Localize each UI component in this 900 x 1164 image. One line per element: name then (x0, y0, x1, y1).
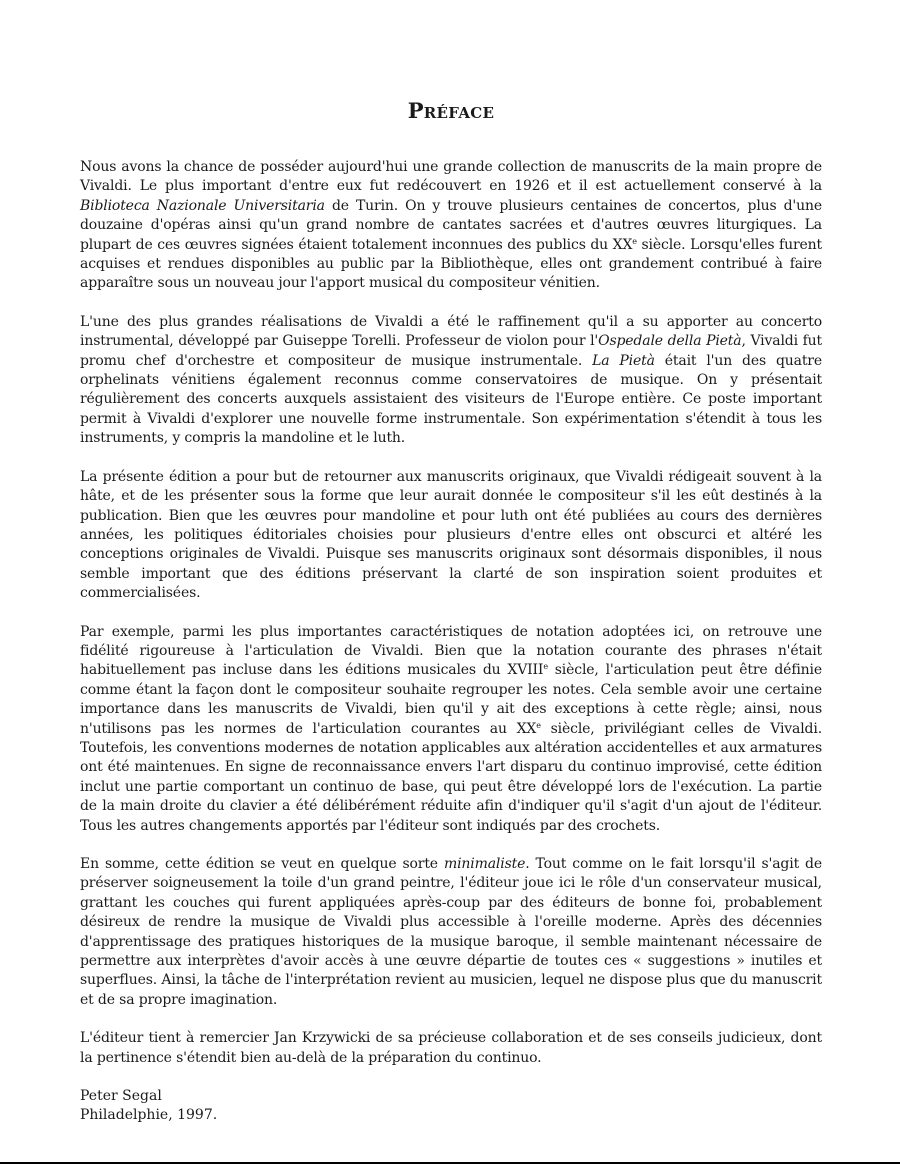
signature-block (80, 1087, 822, 1126)
signature-name: Peter Segal (80, 1088, 162, 1105)
paragraph-minimalist (80, 855, 822, 1010)
text-segment: . Tout comme on le fait lorsqu'il s'agit de préserver soigneusement la toile d'un grand peintre, l'éditeur joue ici le rôle d'un conservateur musical, grattant les couches qui furent appliquées après-coup par des éditeurs de bonne foi, probablement désireux de rendre la musique de Vivaldi plus accessible à l'oreille moderne. Après des décennies d'apprentissage des pratiques historiques de la musique baroque, il semble maintenant nécessaire de permettre aux interprètes d'avoir accès à une œuvre départie de toutes ces « suggestions » inutiles et superflues. Ainsi, la tâche de l'interprétation revient au musicien, lequel ne dispose plus que du manuscrit et de sa propre imagination. (80, 856, 822, 1008)
text-segment: Nous avons la chance de posséder aujourd'hui une grande collection de manuscrits de la main propre de Vivaldi. Le plus important d'entre eux fut redécouvert en 1926 et il est actuellement conservé à la (80, 159, 822, 195)
text-segment: Par exemple, parmi les plus importantes caractéristiques de notation adoptées ici, on retrouve une fidélité rigoureuse à l'articulation de Vivaldi. Bien que la notation courante des phrases n'était habituellement pas incluse dans les éditions musicales du XVIII (80, 623, 822, 679)
italic-title-pieta: La Pietà (592, 352, 655, 369)
text-segment: était l'un des quatre orphelinats vénitiens également reconnus comme conservatoires de musique. On y présentait régulièrement des concerts auxquels assistaient des visiteurs de l'Europe entière. Ce poste important permit à Vivaldi d'explorer une nouvelle forme instrumentale. Son expérimentation s'étendit à tous les instruments, y compris la mandoline et le luth. (80, 352, 822, 447)
signature-place-date: Philadelphie, 1997. (80, 1107, 218, 1124)
text-segment: de Turin. On y trouve plusieurs centaines de concertos, plus d'une douzaine d'opéras ainsi qu'un grand nombre de cantates sacrées et d'autres œuvres liturgiques. La plupart de ces œuvres signées étaient totalement inconnues des publics du XX (80, 197, 822, 253)
page-title: Préface (407, 98, 495, 123)
text-segment: En somme, cette édition se veut en quelque sorte (80, 856, 444, 872)
text-segment: siècle. Lorsqu'elles furent acquises et rendues disponibles au public par la Bibliothèque, elles ont grandement contribué à faire apparaître sous un nouveau jour l'apport musical du compositeur vénitien. (80, 236, 822, 292)
italic-word-minimaliste: minimaliste (443, 856, 526, 872)
paragraph-edition-purpose: La présente édition a pour but de retourner aux manuscrits originaux, que Vivaldi rédigeait souvent à la hâte, et de les présenter sous la forme que leur aurait donnée le compositeur s'il les eût destinés à la publication. Bien que les œuvres pour mandoline et pour luth ont été publiées au cours des dernières années, les politiques éditoriales choisies pour plusieurs d'entre elles ont obscurci et altéré les conceptions originales de Vivaldi. Puisque ses manuscrits originaux sont désormais disponibles, il nous semble important que des éditions préservant la clarté de son inspiration soient produites et commercialisées. (80, 468, 822, 602)
text-segment: L'une des plus grandes réalisations de Vivaldi a été le raffinement qu'il a su apporter au concerto instrumental, développé par Guiseppe Torelli. Professeur de violon pour l' (80, 313, 822, 350)
italic-title-ospedale: Ospedale della Pietà (598, 333, 742, 350)
paragraph-notation (80, 623, 822, 836)
paragraph-acknowledgement: L'éditeur tient à remercier Jan Krzywicki de sa précieuse collaboration et de ses conseils judicieux, dont la pertinence s'étendit bien au-delà de la préparation du continuo. (80, 1030, 822, 1066)
italic-title-biblioteca: Biblioteca Nazionale Universitaria (80, 197, 325, 214)
century-superscript: e (632, 236, 637, 246)
text-segment: , Vivaldi fut promu chef d'orchestre et compositeur de musique instrumentale. (80, 333, 822, 369)
paragraph-concerto (80, 313, 822, 449)
century-superscript: e (543, 662, 548, 672)
text-segment: siècle, privilégiant celles de Vivaldi. Toutefois, les conventions modernes de notation applicables aux altération accidentelles et aux armatures ont été maintenues. En signe de reconnaissance envers l'art disparu du continuo improvisé, cette édition inclut une partie comportant un continuo de base, qui peut être développé lors de l'exécution. La partie de la main droite du clavier a été délibérément réduite afin d'indiquer qu'il s'agit d'un ajout de l'éditeur. Tous les autres changements apportés par l'éditeur sont indiqués par des crochets. (80, 720, 822, 834)
paragraph-collection (80, 158, 822, 294)
preface-page (80, 98, 822, 1126)
text-segment: siècle, l'articulation peut être définie comme étant la façon dont le compositeur souhaite regrouper les notes. Cela semble avoir une certaine importance dans les manuscrits de Vivaldi, bien qu'il y ait des exceptions à cette règle; ainsi, nous n'utilisons pas les normes de l'articulation courantes au XX (80, 662, 823, 737)
century-superscript: e (536, 720, 541, 730)
